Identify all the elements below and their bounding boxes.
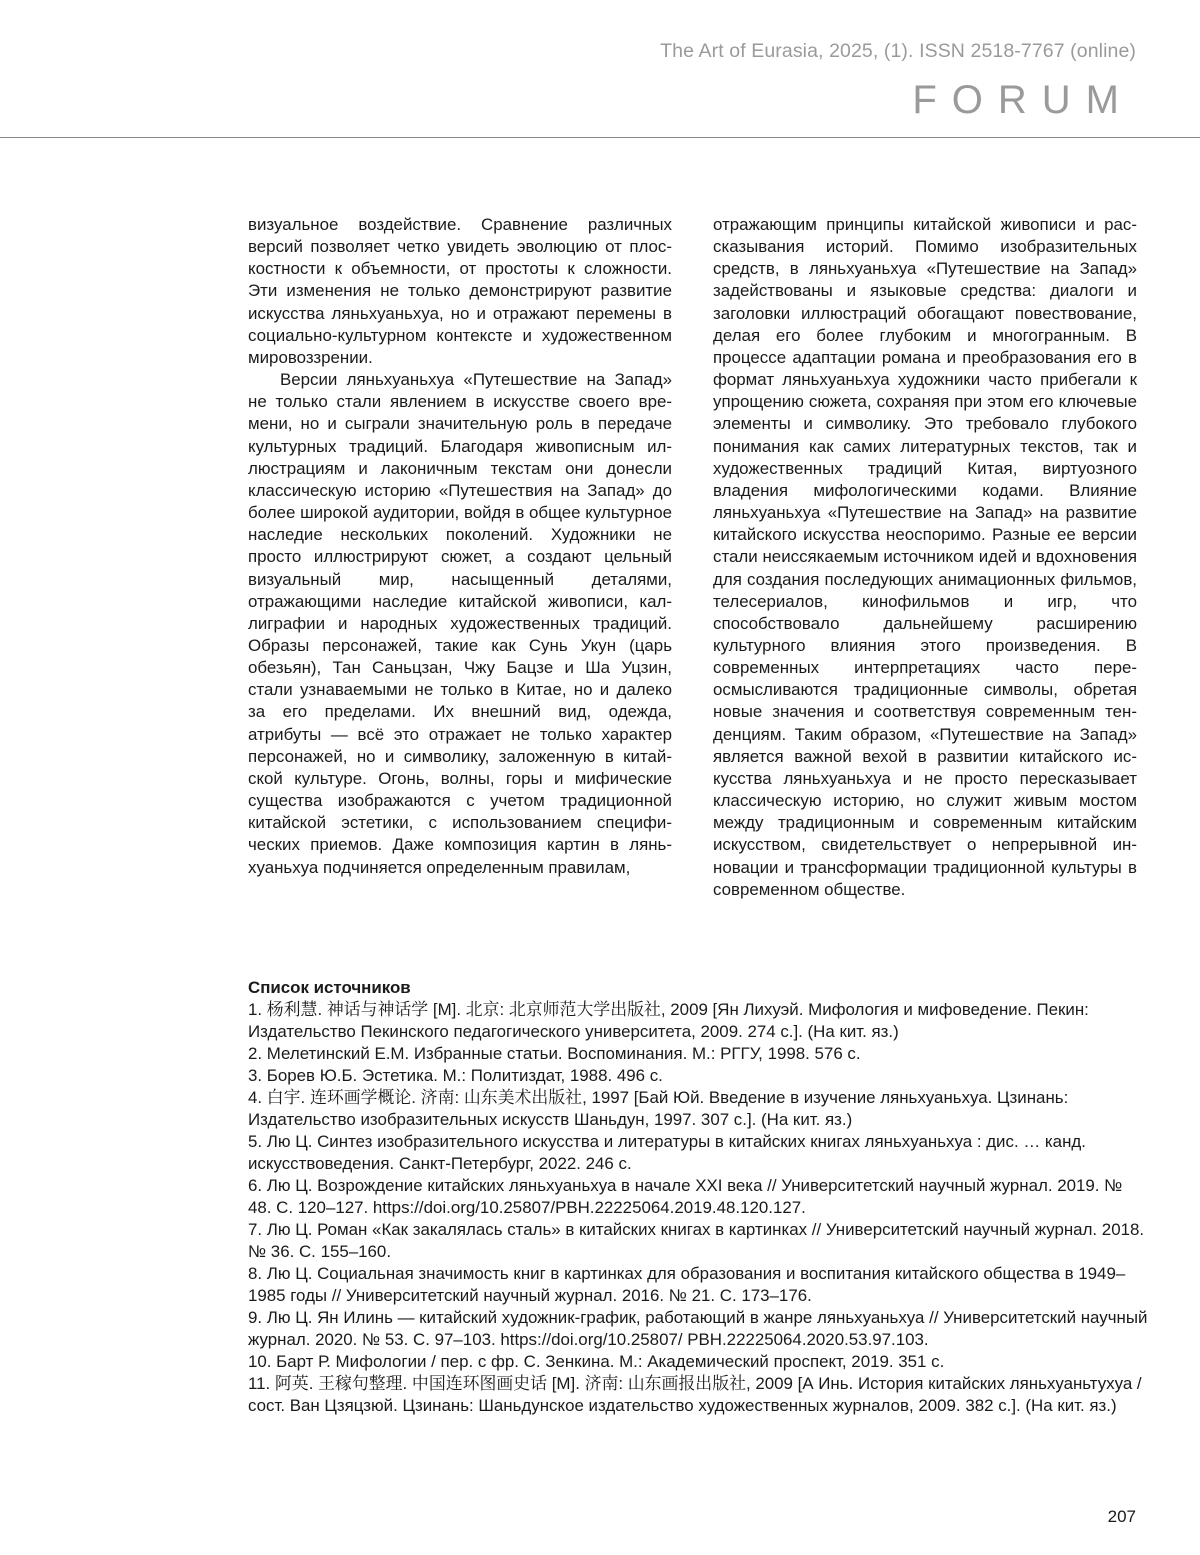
reference-item: 2. Мелетинский Е.М. Избранные статьи. Воспоминания. М.: РГГУ, 1998. 576 с. <box>248 1044 861 1063</box>
reference-item: 3. Борев Ю.Б. Эстетика. М.: Политиздат, 1988. 496 с. <box>248 1066 663 1085</box>
reference-item: 6. Лю Ц. Возрождение китайских ляньхуаньхуа в начале XXI века // Университетский научный журнал. 2019. № 48. С. 120–127. https://doi.org/10.25807/РВН.22225064.2019.48.120.127. <box>248 1176 1123 1217</box>
reference-item: 5. Лю Ц. Синтез изобразительного искусства и литературы в китайских книгах ляньхуаньхуа : дис. … канд. искусствоведения. Санкт-Петербург, 2022. 246 с. <box>248 1132 1086 1173</box>
reference-item: 1. 杨利慧. 神话与神话学 [M]. 北京: 北京师范大学出版社, 2009 [Ян Лихуэй. Мифология и мифоведение. Пекин: Издательство Пекинского педагогического университета, 2009. 274 с.]. (На кит. яз.) <box>248 1000 1089 1041</box>
paragraph: отражающим принципы китайской живописи и рассказывания историй. Помимо изобразительных средств, в ляньхуаньхуа «Путешествие на Запад» задействованы и языковые средства: диалоги и заголовки иллюстраций обогащают повествование, делая его более глубоким и многогранным. В процессе адаптации романа и преобразования его в формат ляньхуаньхуа художники часто прибегали к упрощению сюжета, сохраняя при этом его ключевые элементы и символику. Это требовало глубокого понимания как самих литературных текстов, так и художественных традиций Китая, виртуозного владения мифологическими кодами. Влияние ляньхуаньхуа «Путешествие на Запад» на развитие китайского искусства неоспоримо. Разные ее версии стали неиссякаемым источником идей и вдохновения для создания последующих анимационных фильмов, телесериалов, кинофильмов и игр, что способствовало дальнейшему расширению культурного влияния этого произведения. В современных интерпретациях часто переосмысливаются традиционные символы, обретая новые значения и соответствуя современным тенденциям. Таким образом, «Путешествие на Запад» является важной вехой в развитии китайского искусства ляньхуаньхуа и не просто пересказывает классическую историю, но служит живым мостом между традиционным и современным китайским искусством, свидетельствует о непрерывной инновации и трансформации традиционной культуры в современном обществе. <box>713 215 1137 899</box>
references-heading: Список источников <box>248 978 411 997</box>
paragraph: визуальное воздействие. Сравнение различных версий позволяет четко увидеть эволюцию от плоскостности к объемности, от простоты к сложности. Эти изменения не только демонстрируют развитие искусства ляньхуаньхуа, но и отражают перемены в социально-культурном контексте и художественном мировоззрении. <box>248 215 672 367</box>
references-section <box>248 977 1148 1417</box>
left-column <box>248 214 672 879</box>
references-list <box>248 999 1148 1417</box>
right-column <box>713 214 1137 901</box>
journal-citation: The Art of Eurasia, 2025, (1). ISSN 2518-7767 (online) <box>660 40 1136 62</box>
header-divider <box>0 137 1200 138</box>
reference-item: 10. Барт Р. Мифологии / пер. с фр. С. Зенкина. М.: Академический проспект, 2019. 351 с. <box>248 1352 945 1371</box>
page-number: 207 <box>1107 1507 1136 1526</box>
paragraph: Версии ляньхуаньхуа «Путешествие на Запад» не только стали явлением в искусстве своего времени, но и сыграли значительную роль в передаче культурных традиций. Благодаря живописным иллюстрациям и лаконичным текстам они донесли классическую историю «Путешествия на Запад» до более широкой аудитории, войдя в общее культурное наследие нескольких поколений. Художники не просто иллюстрируют сюжет, а создают цельный визуальный мир, насыщенный деталями, отражающими наследие китайской живописи, каллиграфии и народных художественных традиций. Образы персонажей, такие как Сунь Укун (царь обезьян), Тан Саньцзан, Чжу Бацзе и Ша Уцзин, стали узнаваемыми не только в Китае, но и далеко за его пределами. Их внешний вид, одежда, атрибуты — всё это отражает не только характер персонажей, но и символику, заложенную в китайской культуре. Огонь, волны, горы и мифические существа изображаются с учетом традиционной китайской эстетики, с использованием специфических приемов. Даже композиция картин в ляньхуаньхуа подчиняется определенным правилам, <box>248 370 672 877</box>
reference-item: 4. 白宇. 连环画学概论. 济南: 山东美术出版社, 1997 [Бай Юй. Введение в изучение ляньхуаньхуа. Цзинань: Издательство изобразительных искусств Шаньдун, 1997. 307 с.]. (На кит. яз.) <box>248 1088 1069 1129</box>
reference-item: 7. Лю Ц. Роман «Как закалялась сталь» в китайских книгах в картинках // Университетский научный журнал. 2018. № 36. С. 155–160. <box>248 1220 1145 1261</box>
section-title: FORUM <box>912 78 1134 122</box>
reference-item: 9. Лю Ц. Ян Илинь — китайский художник-график, работающий в жанре ляньхуаньхуа // Университетский научный журнал. 2020. № 53. С. 97–103. https://doi.org/10.25807/ РВН.22225064.2020.53.97.103. <box>248 1308 1148 1349</box>
reference-item: 8. Лю Ц. Социальная значимость книг в картинках для образования и воспитания китайского общества в 1949–1985 годы // Университетский научный журнал. 2016. № 21. С. 173–176. <box>248 1264 1126 1305</box>
reference-item: 11. 阿英. 王稼句整理. 中国连环图画史话 [M]. 济南: 山东画报出版社, 2009 [А Инь. История китайских ляньхуаньтухуа / сост. Ван Цзяцзюй. Цзинань: Шаньдунское издательство художественных журналов, 2009. 382 с.]. (На кит. яз.) <box>248 1374 1142 1415</box>
